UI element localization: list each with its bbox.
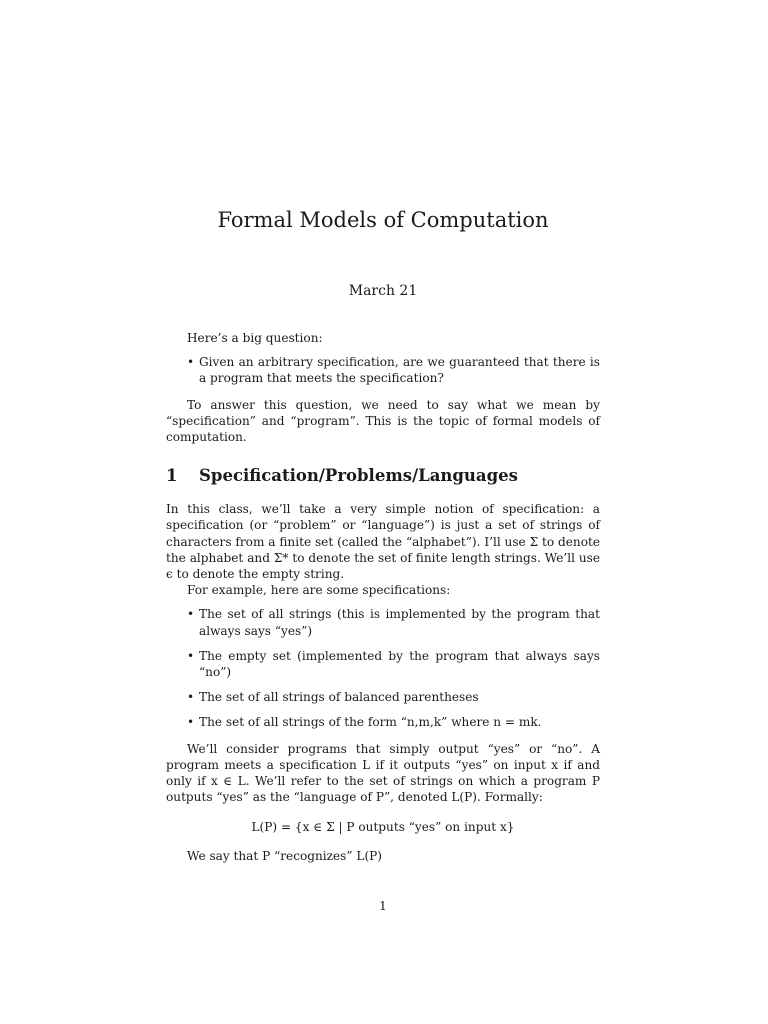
list-item: [166, 689, 600, 705]
list-item-text: The set of all strings of the form “n,m,k” where n = mk.: [199, 715, 542, 730]
bullet-icon: •: [187, 690, 195, 705]
intro-followup-paragraph: To answer this question, we need to say what we mean by “specification” and “program”. This is the topic of formal models of computation.: [166, 397, 600, 445]
section-heading: [166, 465, 600, 487]
section-paragraph-1: In this class, we’ll take a very simple notion of specification: a specification (or “problem” or “language”) is just a set of strings of characters from a finite set (called the “alphabet”). I’ll use Σ to denote the alphabet and Σ* to denote the set of finite length strings. We’ll use ϵ to denote the empty string.: [166, 502, 600, 582]
bullet-icon: •: [187, 715, 195, 730]
list-item-text: The set of all strings (this is implemented by the program that always says “yes”): [199, 607, 600, 638]
intro-paragraph: Here’s a big question:: [187, 331, 323, 345]
section-title: Specification/Problems/Languages: [199, 466, 518, 486]
list-item: [166, 648, 600, 680]
language-formula: L(P) = {x ∈ Σ | P outputs “yes” on input x}: [251, 820, 515, 835]
bullet-icon: •: [187, 648, 195, 663]
section-paragraph-3: We’ll consider programs that simply output “yes” or “no”. A program meets a specification L if it outputs “yes” on input x if and only if x ∈ L. We’ll refer to the set of strings on which a program P outputs “yes” as the “language of P”, denoted L(P). Formally:: [166, 741, 600, 805]
bullet-icon: •: [187, 355, 195, 370]
list-item-text: Given an arbitrary specification, are we guaranteed that there is a program that meets the specification?: [199, 355, 600, 386]
examples-bullet-list: [166, 606, 600, 730]
list-item-text: The set of all strings of balanced parentheses: [199, 690, 479, 705]
section-paragraph-2: For example, here are some specifications:: [187, 583, 451, 598]
page-number: 1: [379, 899, 387, 913]
list-item: [166, 714, 600, 730]
intro-bullet-list: [166, 354, 600, 386]
list-item: [166, 354, 600, 386]
document-title: Formal Models of Computation: [217, 208, 549, 232]
list-item-text: The empty set (implemented by the program that always says “no”): [199, 648, 600, 680]
section-paragraph-4: We say that P “recognizes” L(P): [187, 848, 383, 863]
document-date: March 21: [348, 283, 418, 299]
list-item: [166, 606, 600, 638]
section-number: 1: [166, 466, 178, 486]
document-body: [166, 330, 600, 864]
bullet-icon: •: [187, 607, 195, 622]
